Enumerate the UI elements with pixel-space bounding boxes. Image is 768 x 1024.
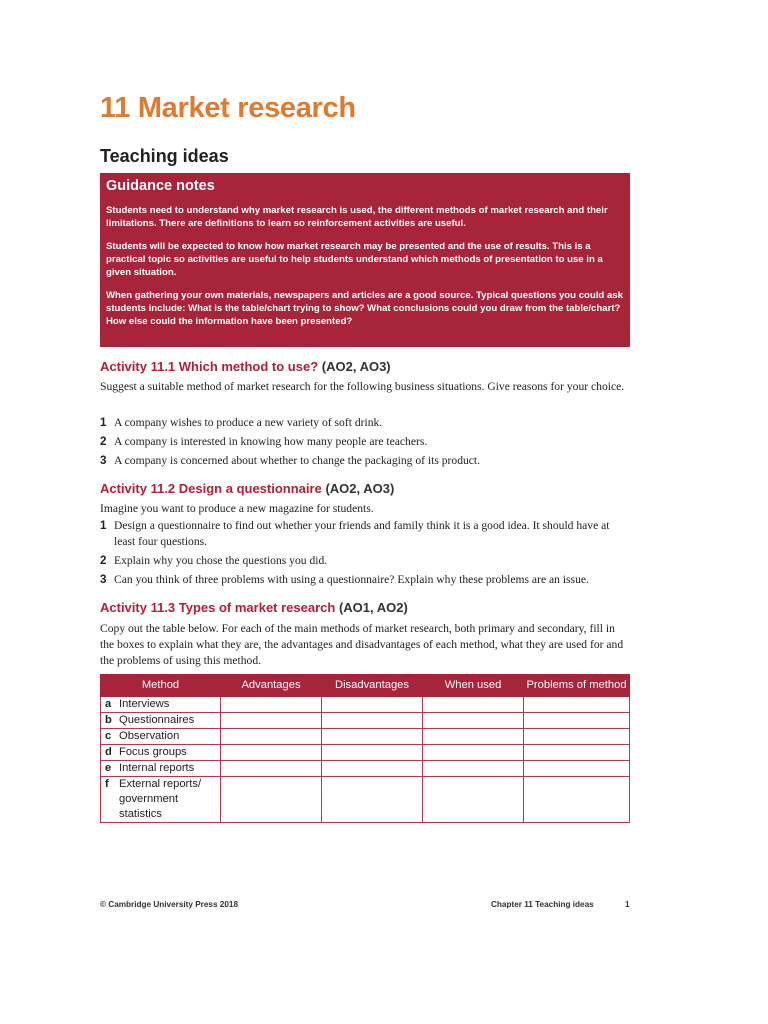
activity-11-2-ao: (AO2, AO3) (325, 481, 395, 496)
guidance-heading: Guidance notes (106, 178, 215, 194)
guidance-paragraph-3: When gathering your own materials, newspapers and articles are a good source. Typical questions you could ask students include: What is the table/chart trying to show? What conclusions could you draw from the table/chart? How else could the information have been presented? (106, 290, 623, 327)
item-number: 3 (100, 573, 107, 586)
method-name: Observation (119, 730, 180, 742)
item-text: A company wishes to produce a new variety of soft drink. (114, 416, 383, 429)
empty-cell (221, 777, 322, 823)
activity-11-3-title: Activity 11.3 Types of market research (100, 600, 336, 615)
item-text: A company is interested in knowing how many people are teachers. (114, 435, 428, 448)
method-cell (101, 713, 221, 729)
section-title: Teaching ideas (100, 146, 229, 166)
empty-cell (423, 713, 524, 729)
activity-11-1-heading (100, 359, 391, 374)
item-number: 3 (100, 454, 107, 467)
activity-11-1-item (100, 434, 630, 450)
column-header: When used (423, 675, 524, 697)
row-letter: a (105, 698, 112, 710)
method-name: Questionnaires (119, 714, 195, 726)
empty-cell (423, 761, 524, 777)
method-cell (101, 729, 221, 745)
item-number: 1 (100, 416, 107, 429)
row-letter: c (105, 730, 112, 742)
empty-cell (221, 713, 322, 729)
empty-cell (524, 713, 630, 729)
empty-cell (524, 745, 630, 761)
method-name: External reports/ government statistics (119, 778, 202, 820)
column-header: Method (101, 675, 221, 697)
method-cell (101, 697, 221, 713)
activity-11-3-ao: (AO1, AO2) (338, 600, 408, 615)
empty-cell (423, 745, 524, 761)
activity-11-1-ao: (AO2, AO3) (321, 359, 391, 374)
guidance-paragraph-1: Students need to understand why market research is used, the different methods of market research and their limitations. There are definitions to learn so reinforcement activities are useful. (106, 205, 608, 229)
empty-cell (322, 729, 423, 745)
guidance-paragraph-2: Students will be expected to know how market research may be presented and the use of results. This is a practical topic so activities are useful to help students understand which methods of presentation to use in a given situation. (106, 241, 603, 278)
activity-11-2-title: Activity 11.2 Design a questionnaire (100, 481, 322, 496)
method-cell (101, 777, 221, 823)
table-row (101, 697, 630, 713)
empty-cell (423, 697, 524, 713)
item-text: Can you think of three problems with using a questionnaire? Explain why these problems are an issue. (114, 573, 589, 586)
method-cell (101, 745, 221, 761)
empty-cell (524, 697, 630, 713)
activity-11-2-item (100, 572, 630, 588)
footer-chapter: Chapter 11 Teaching ideas (491, 900, 594, 909)
footer-page-number: 1 (625, 900, 630, 909)
item-text: Explain why you chose the questions you did. (114, 554, 328, 567)
table-row (101, 729, 630, 745)
item-number: 2 (100, 435, 107, 448)
item-text: A company is concerned about whether to change the packaging of its product. (114, 454, 481, 467)
item-number: 2 (100, 554, 107, 567)
activity-11-1-item (100, 415, 630, 431)
table-row (101, 777, 630, 823)
empty-cell (322, 713, 423, 729)
method-cell (101, 761, 221, 777)
empty-cell (524, 761, 630, 777)
row-letter: e (105, 762, 112, 774)
column-header: Disadvantages (322, 675, 423, 697)
table-row (101, 713, 630, 729)
activity-11-1-item (100, 453, 630, 469)
market-research-table (100, 674, 630, 823)
table-row (101, 761, 630, 777)
guidance-notes-box (100, 173, 630, 347)
empty-cell (423, 729, 524, 745)
activity-11-1-intro: Suggest a suitable method of market research for the following business situations. Give reasons for your choice. (100, 380, 625, 393)
activity-11-1-title: Activity 11.1 Which method to use? (100, 359, 319, 374)
empty-cell (322, 777, 423, 823)
empty-cell (221, 761, 322, 777)
empty-cell (221, 697, 322, 713)
activity-11-3-intro: Copy out the table below. For each of the main methods of market research, both primary and secondary, fill in the boxes to explain what they are, the advantages and disadvantages of each method, what they are used for and the problems of using this method. (100, 622, 624, 667)
column-header: Problems of method (524, 675, 630, 697)
table-header-row (101, 675, 630, 697)
row-letter: b (105, 714, 112, 726)
empty-cell (524, 729, 630, 745)
chapter-title: 11 Market research (100, 92, 356, 124)
empty-cell (322, 761, 423, 777)
method-name: Internal reports (119, 762, 195, 774)
row-letter: d (105, 746, 112, 758)
empty-cell (221, 745, 322, 761)
item-text: Design a questionnaire to find out whether your friends and family think it is a good idea. It should have at least four questions. (114, 519, 610, 548)
activity-11-2-heading (100, 481, 394, 496)
empty-cell (221, 729, 322, 745)
activity-11-3-heading (100, 600, 408, 615)
row-letter: f (105, 778, 109, 790)
empty-cell (423, 777, 524, 823)
activity-11-2-item (100, 553, 630, 569)
footer-copyright: © Cambridge University Press 2018 (100, 900, 239, 909)
table-row (101, 745, 630, 761)
empty-cell (322, 697, 423, 713)
empty-cell (322, 745, 423, 761)
column-header: Advantages (221, 675, 322, 697)
item-number: 1 (100, 519, 107, 532)
activity-11-2-intro: Imagine you want to produce a new magazine for students. (100, 502, 374, 515)
method-name: Focus groups (119, 746, 187, 758)
activity-11-2-item (100, 518, 630, 550)
method-name: Interviews (119, 698, 170, 710)
empty-cell (524, 777, 630, 823)
